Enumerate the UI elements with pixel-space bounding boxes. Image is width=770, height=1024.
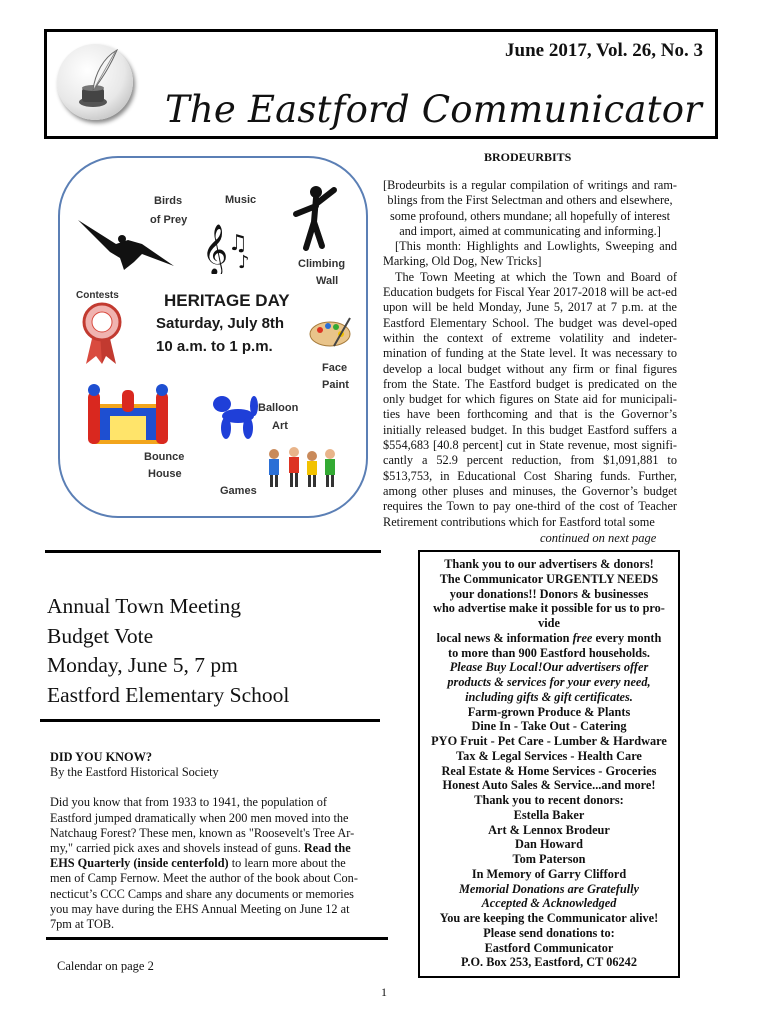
page-number: 1 xyxy=(381,985,387,999)
intro-line: [Brodeurbits is a regular compilation of writings and ram- xyxy=(383,178,677,192)
buy-local-line: including gifts & gift certificates. xyxy=(465,689,633,704)
did-you-know-body xyxy=(50,795,368,932)
did-you-know-article xyxy=(50,750,368,932)
divider xyxy=(40,719,380,722)
donors-line: Thank you to our advertisers & donors! xyxy=(444,557,654,571)
body-emphasis: Read the EHS Quarterly (inside centerfold) xyxy=(50,841,351,871)
paint-palette-icon xyxy=(308,316,352,348)
label-house: House xyxy=(148,468,182,480)
calendar-note: Calendar on page 2 xyxy=(57,959,154,973)
donor-name: Estella Baker xyxy=(513,807,585,822)
body-text: Did you know that from 1933 to 1941, the population of Eastford jumped dramatically when 200 men moved into the Natchaug Forest? These men, known as "Roosevelt's Tree Ar-my," carried pick axes and shovels instead of guns. xyxy=(50,795,355,856)
brodeurbits-heading: BRODEURBITS xyxy=(484,150,572,164)
continued-note: continued on next page xyxy=(540,531,657,545)
ribbon-icon xyxy=(78,302,126,366)
did-you-know-heading: DID YOU KNOW? xyxy=(50,750,153,764)
buy-local-line: products & services for your every need, xyxy=(447,675,651,689)
closing-line: P.O. Box 253, Eastford, CT 06242 xyxy=(461,955,637,970)
masthead xyxy=(44,29,718,139)
donors-line: local news & information free every month xyxy=(436,630,662,645)
town-meeting-paragraph: The Town Meeting at which the Town and Board of Education budgets for Fiscal Year 2017-2018 will be act-ed upon will be held Monday, June 5, 2017 at 7 p.m. at the Eastford Elementary School. The budget was devel-oped within the context of extreme volatility and indeter-mination of funding at the State level. It was necessary to develop a local budget without any firm or final figures from the State. The Eastford budget is predicated on the only budget for which figures on State aid for municipali-ties have been forthcoming and that is the Governor’s initially released budget. In this budget Eastford suffers a $554,683 [40.8 percent] cut in State revenue, most signifi-cantly a 52.9 percent reduction, from $1,091,881 to $513,753, in Educational Cost Sharing funds. Further, among other pluses and minuses, the Governor’s budget requires the Town to pay one-third of the cost of Teacher Retirement contributions which for Eastford total some xyxy=(383,269,677,529)
intro-line: some profound, others mundane; all hopefully of interest xyxy=(389,208,671,223)
body-text: to learn more about the men of Camp Fernow. Meet the author of the book about Con-necticut’s CCC Camps and share any documents or memories you may have during the EHS Annual Meeting on June 12 at 7pm at TOB. xyxy=(50,856,358,932)
label-birds: Birds xyxy=(154,195,183,207)
meeting-line: Annual Town Meeting xyxy=(47,594,241,618)
quill-inkwell-icon xyxy=(57,44,133,120)
svg-text:♪: ♪ xyxy=(238,252,250,273)
service-line: Farm-grown Produce & Plants xyxy=(467,704,631,719)
service-line: Honest Auto Sales & Service...and more! xyxy=(442,778,656,793)
climber-icon xyxy=(286,182,342,254)
closing-line: You are keeping the Communicator alive! xyxy=(439,911,659,925)
donors-line: your donations!! Donors & businesses xyxy=(449,586,649,601)
meeting-line: Budget Vote xyxy=(47,623,154,648)
recent-donors-heading: Thank you to recent donors: xyxy=(474,793,624,807)
this-month-paragraph: [This month: Highlights and Lowlights, Sweeping and Marking, Old Dog, New Tricks] xyxy=(383,239,677,269)
label-of-prey: of Prey xyxy=(150,214,188,226)
closing-line: Please send donations to: xyxy=(483,925,615,940)
label-climbing: Climbing xyxy=(298,258,346,270)
newsletter-title: The Eastford Communicator xyxy=(165,88,703,131)
meeting-line: Eastford Elementary School xyxy=(47,682,290,707)
heritage-day-flyer xyxy=(58,156,368,518)
donor-name: Tom Paterson xyxy=(512,852,586,866)
label-balloon: Balloon xyxy=(258,402,299,414)
donor-name: Art & Lennox Brodeur xyxy=(488,822,610,837)
town-meeting-notice xyxy=(47,592,289,710)
kids-games-icon xyxy=(264,442,340,492)
donors-line: vide xyxy=(538,616,560,630)
label-music: Music xyxy=(225,194,257,206)
flyer-date: Saturday, July 8th xyxy=(156,315,285,332)
meeting-line: Monday, June 5, 7 pm xyxy=(47,653,238,677)
closing-line: Eastford Communicator xyxy=(484,940,614,955)
bounce-house-icon xyxy=(86,384,170,448)
memorial-line: Memorial Donations are Gratefully xyxy=(458,881,640,896)
svg-text:𝄞: 𝄞 xyxy=(202,224,229,274)
balloon-animal-icon xyxy=(210,394,260,440)
intro-line: and import, aimed at communicating and informing.] xyxy=(399,223,661,238)
divider xyxy=(45,550,381,553)
intro-line: blings from the First Selectman and others and elsewhere, xyxy=(387,193,673,208)
service-line: Dine In - Take Out - Catering xyxy=(471,719,627,734)
divider xyxy=(46,937,388,940)
label-paint: Paint xyxy=(322,379,349,391)
flyer-headline: HERITAGE DAY xyxy=(164,291,290,310)
label-games: Games xyxy=(220,485,257,497)
donors-line: The Communicator URGENTLY NEEDS xyxy=(439,571,659,586)
donor-name: In Memory of Garry Clifford xyxy=(471,866,627,881)
flyer-time: 10 a.m. to 1 p.m. xyxy=(156,338,273,355)
label-face: Face xyxy=(322,362,348,374)
donors-line: who advertise make it possible for us to pro- xyxy=(433,601,665,616)
donors-line: to more than 900 Eastford households. xyxy=(447,645,650,660)
service-line: Real Estate & Home Services - Groceries xyxy=(441,763,657,778)
issue-info: June 2017, Vol. 26, No. 3 xyxy=(505,40,703,61)
service-line: Tax & Legal Services - Health Care xyxy=(456,748,642,763)
donors-box xyxy=(418,550,680,978)
memorial-line: Accepted & Acknowledged xyxy=(481,896,617,911)
buy-local-line: Please Buy Local!Our advertisers offer xyxy=(449,660,649,675)
label-wall: Wall xyxy=(316,275,339,287)
donor-name: Dan Howard xyxy=(515,837,583,852)
did-you-know-byline: By the Eastford Historical Society xyxy=(50,765,219,780)
svg-text:♫: ♫ xyxy=(228,231,248,256)
music-notes-icon xyxy=(202,218,262,274)
label-bounce: Bounce xyxy=(144,451,185,463)
service-line: PYO Fruit - Pet Care - Lumber & Hardware xyxy=(431,734,667,748)
brodeurbits-column xyxy=(383,178,677,530)
label-art: Art xyxy=(272,420,288,432)
intro-paragraph xyxy=(383,178,677,239)
label-contests: Contests xyxy=(76,290,119,301)
